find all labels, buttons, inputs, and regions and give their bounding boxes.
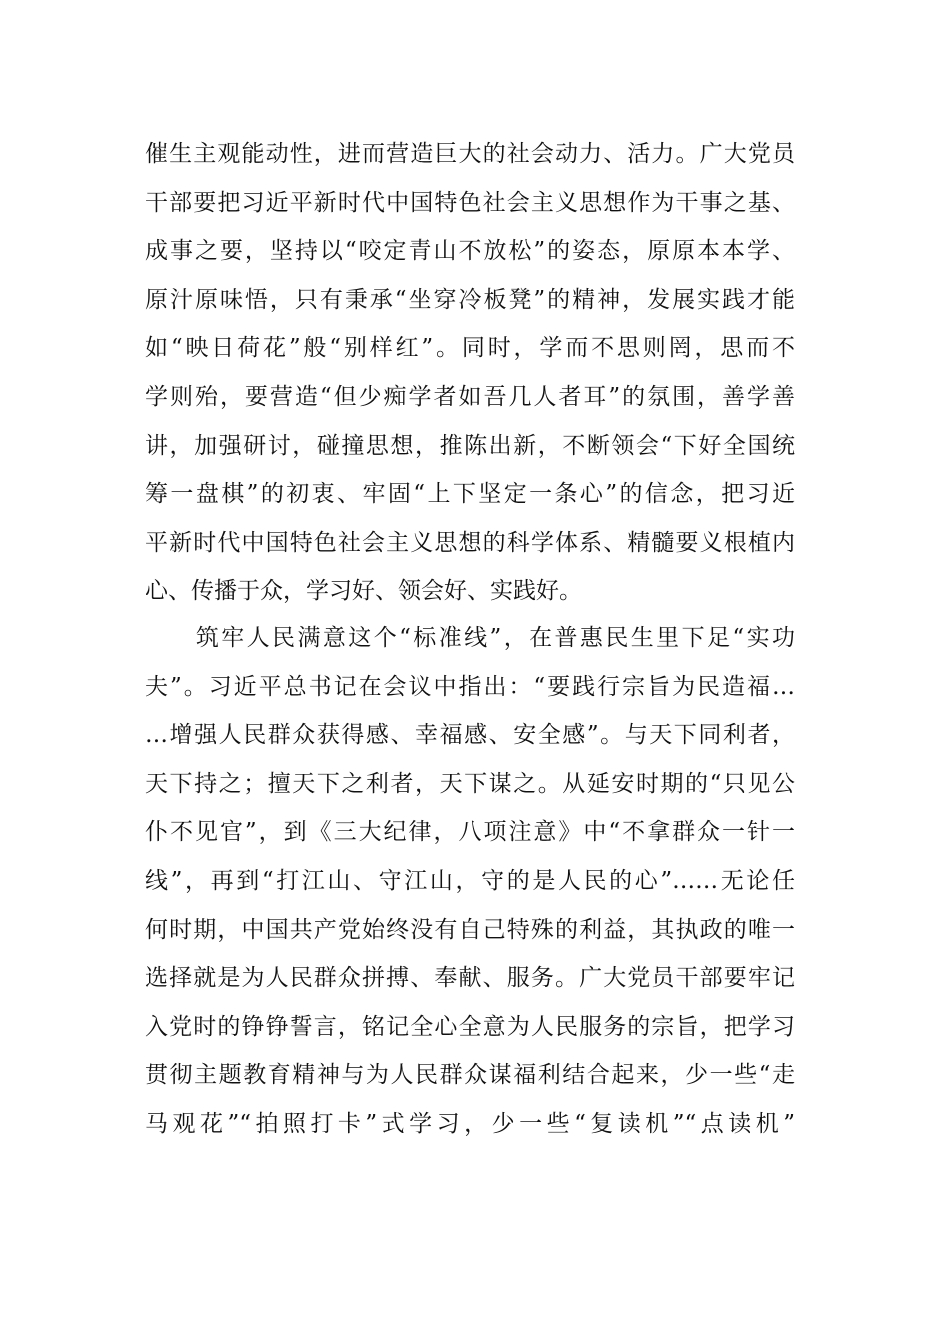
paragraph-2: [145, 614, 795, 1149]
text-line: 选择就是为人民群众拼搏、奉献、服务。广大党员干部要牢记: [145, 965, 795, 992]
text-line: 成事之要，坚持以“咬定青山不放松”的姿态，原原本本学、: [145, 238, 795, 265]
text-line: …增强人民群众获得感、幸福感、安全感”。与天下同利者，: [145, 722, 795, 749]
paragraph-1: [145, 130, 795, 616]
text-line: 筹一盘棋”的初衷、牢固“上下坚定一条心”的信念，把习近: [145, 481, 795, 508]
text-line: 催生主观能动性，进而营造巨大的社会动力、活力。广大党员: [145, 141, 795, 167]
text-line: 心、传播于众，学习好、领会好、实践好。: [145, 578, 582, 605]
text-line: 夫”。习近平总书记在会议中指出：“要践行宗旨为民造福…: [145, 673, 795, 700]
text-line: 学则殆，要营造“但少痴学者如吾几人者耳”的氛围，善学善: [145, 383, 795, 410]
text-line: 如“映日荷花”般“别样红”。同时，学而不思则罔，思而不: [145, 335, 795, 362]
text-line: 干部要把习近平新时代中国特色社会主义思想作为干事之基、: [145, 189, 795, 216]
text-line: 天下持之；擅天下之利者，天下谋之。从延安时期的“只见公: [145, 770, 795, 797]
text-line: 贯彻主题教育精神与为人民群众谋福利结合起来，少一些“走: [145, 1062, 795, 1089]
text-line: 何时期，中国共产党始终没有自己特殊的利益，其执政的唯一: [145, 916, 795, 943]
text-line: 原汁原味悟，只有秉承“坐穿冷板凳”的精神，发展实践才能: [145, 286, 795, 313]
text-line: 讲，加强研讨，碰撞思想，推陈出新，不断领会“下好全国统: [145, 432, 795, 459]
text-line: 马观花”“拍照打卡”式学习，少一些“复读机”“点读机”: [145, 1110, 795, 1137]
text-line: 筑牢人民满意这个“标准线”，在普惠民生里下足“实功: [145, 625, 795, 651]
text-line: 仆不见官”，到《三大纪律，八项注意》中“不拿群众一针一: [145, 819, 795, 846]
text-line: 入党时的铮铮誓言，铭记全心全意为人民服务的宗旨，把学习: [145, 1013, 795, 1040]
text-line: 平新时代中国特色社会主义思想的科学体系、精髓要义根植内: [145, 529, 795, 556]
text-line: 线”，再到“打江山、守江山，守的是人民的心”……无论任: [145, 867, 795, 894]
